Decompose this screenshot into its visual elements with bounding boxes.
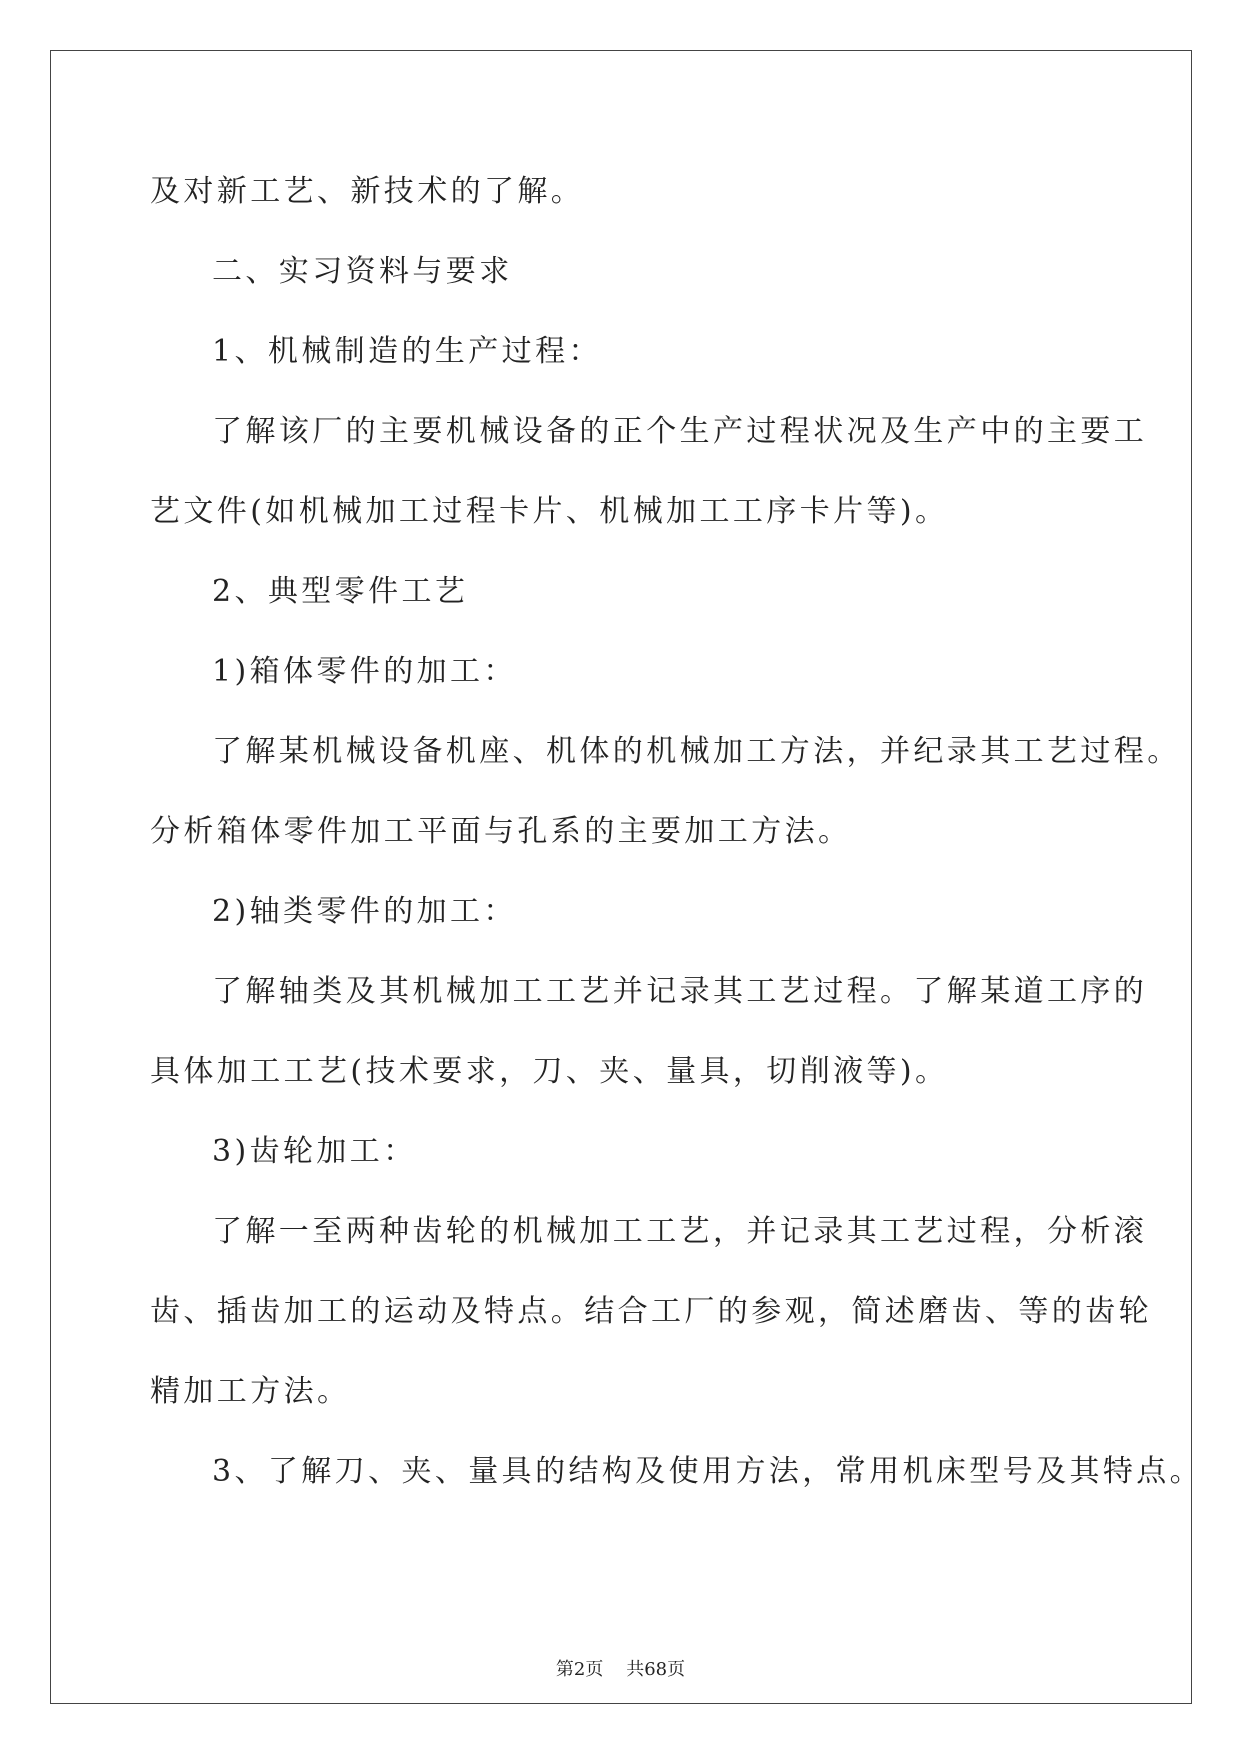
text-line: 了解轴类及其机械加工工艺并记录其工艺过程。了解某道工序的: [212, 974, 1148, 1009]
item-heading: 1、机械制造的生产过程：: [212, 334, 602, 369]
section-heading: 二、实习资料与要求: [212, 254, 513, 289]
text-line: 了解某机械设备机座、机体的机械加工方法，并纪录其工艺过程。: [212, 734, 1181, 769]
text-line: 具体加工工艺(技术要求，刀、夹、量具，切削液等)。: [150, 1054, 949, 1089]
text-line: 及对新工艺、新技术的了解。: [150, 174, 585, 209]
text-line: 精加工方法。: [150, 1374, 351, 1409]
text-line: 分析箱体零件加工平面与孔系的主要加工方法。: [150, 814, 852, 849]
text-line: 艺文件(如机械加工过程卡片、机械加工工序卡片等)。: [150, 494, 949, 529]
text-line: 齿、插齿加工的运动及特点。结合工厂的参观，简述磨齿、等的齿轮: [150, 1294, 1152, 1329]
subitem-heading: 2)轴类零件的加工：: [212, 894, 517, 929]
text-line: 了解该厂的主要机械设备的正个生产过程状况及生产中的主要工: [212, 414, 1148, 449]
page-number: 第2页: [555, 1659, 604, 1680]
subitem-heading: 3)齿轮加工：: [212, 1134, 417, 1169]
item-heading: 3、了解刀、夹、量具的结构及使用方法，常用机床型号及其特点。: [212, 1454, 1204, 1489]
page-footer: [0, 1658, 1241, 1682]
item-heading: 2、典型零件工艺: [212, 574, 469, 609]
text-line: 了解一至两种齿轮的机械加工工艺，并记录其工艺过程，分析滚: [212, 1214, 1148, 1249]
page-total: 共68页: [626, 1659, 686, 1680]
subitem-heading: 1)箱体零件的加工：: [212, 654, 517, 689]
